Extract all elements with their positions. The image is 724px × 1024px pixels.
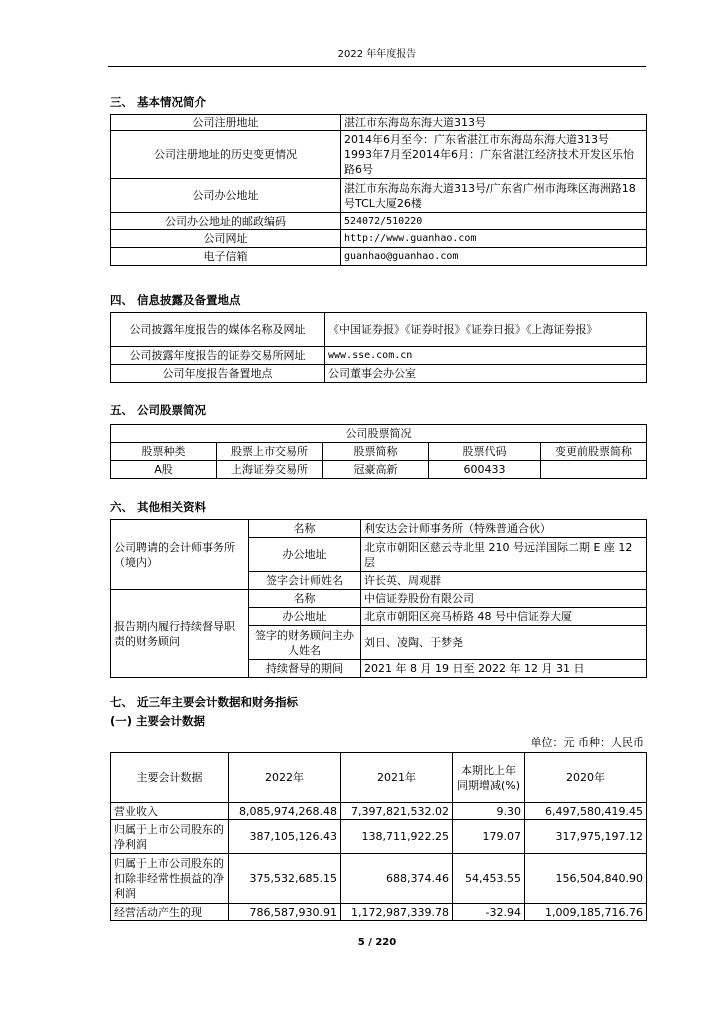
history-line: 2014年6月至今：广东省湛江市东海岛东海大道313号 [344,133,609,146]
row-label: 公司注册地址 [111,115,341,131]
table-cell [541,461,647,479]
row-label: 公司注册地址的历史变更情况 [111,131,341,179]
table-cell: 8,085,974,268.48 [229,803,341,820]
row-label: 公司年度报告备置地点 [111,365,325,383]
section5-heading: 五、 公司股票简况 [110,403,207,417]
table-row [111,425,647,443]
table-cell: 688,374.46 [341,854,453,904]
row-label: 名称 [249,520,361,538]
table-row [111,213,647,230]
column-header: 股票种类 [111,443,217,461]
table-row [111,590,647,608]
table-cell: 6,497,580,419.45 [525,803,647,820]
table-row [111,365,647,383]
financial-data-table [110,752,647,921]
table-cell: 1,009,185,716.76 [525,904,647,921]
table-cell: 1,172,987,339.78 [341,904,453,921]
section6-heading: 六、 其他相关资料 [110,500,207,514]
table-row [111,131,647,179]
table-cell: 冠豪高新 [323,461,429,479]
row-label: 持续督导的期间 [249,660,361,678]
table-cell: 54,453.55 [453,854,525,904]
table-row [111,461,647,479]
row-value: 公司董事会办公室 [325,365,647,383]
email-link[interactable]: guanhao@guanhao.com [341,248,647,266]
column-header: 主要会计数据 [111,753,229,803]
row-label: 公司办公地址的邮政编码 [111,213,341,230]
table-cell: 179.07 [453,820,525,854]
table-row [111,179,647,213]
history-line: 1993年7月至2014年6月：广东省湛江经济技术开发区乐怡路6号 [344,148,634,176]
row-value: 利安达会计师事务所（特殊普通合伙） [361,520,647,538]
table-caption: 公司股票简况 [111,425,647,443]
basic-info-table [110,114,647,266]
table-row [111,520,647,538]
table-cell: 上海证券交易所 [217,461,323,479]
stock-table [110,424,647,479]
page-header: 2022 年年度报告 [337,49,417,60]
section7-subheading: (一) 主要会计数据 [110,714,206,728]
row-value: 湛江市东海岛东海大道313号 [341,115,647,131]
column-header: 股票代码 [429,443,541,461]
row-label: 公司披露年度报告的媒体名称及网址 [111,313,325,347]
section4-heading: 四、 信息披露及备置地点 [110,293,241,307]
row-label: 电子信箱 [111,248,341,266]
group-label: 公司聘请的会计师事务所（境内） [111,520,249,590]
row-label: 名称 [249,590,361,608]
table-header-row [111,443,647,461]
exchange-link[interactable]: www.sse.com.cn [325,347,647,365]
row-label: 公司办公地址 [111,179,341,213]
table-row [111,313,647,347]
row-value: 刘日、凌陶、于梦尧 [361,626,647,660]
column-header: 2021年 [341,753,453,803]
row-label: 公司网址 [111,230,341,248]
row-value: 524072/510220 [341,213,647,230]
column-header: 股票简称 [323,443,429,461]
row-value: 许长英、周观群 [361,572,647,590]
table-cell: 317,975,197.12 [525,820,647,854]
section3-heading: 三、 基本情况简介 [110,95,207,109]
table-row [111,803,647,820]
table-cell: 营业收入 [111,803,229,820]
table-cell: 7,397,821,532.02 [341,803,453,820]
table-cell: 156,504,840.90 [525,854,647,904]
unit-note: 单位：元 币种：人民币 [530,736,644,749]
row-label: 办公地址 [249,608,361,626]
section7-heading: 七、 近三年主要会计数据和财务指标 [110,695,299,709]
table-cell: 375,532,685.15 [229,854,341,904]
row-label: 公司披露年度报告的证券交易所网址 [111,347,325,365]
table-cell: A股 [111,461,217,479]
table-cell: 经营活动产生的现 [111,904,229,921]
row-label: 签字会计师姓名 [249,572,361,590]
page-number: 5 / 220 [357,937,397,948]
table-cell: 387,105,126.43 [229,820,341,854]
table-cell: 600433 [429,461,541,479]
table-row [111,854,647,904]
row-value [341,131,647,179]
column-header: 股票上市交易所 [217,443,323,461]
table-cell: 138,711,922.25 [341,820,453,854]
row-value: 北京市朝阳区亮马桥路 48 号中信证券大厦 [361,608,647,626]
table-row [111,230,647,248]
row-value: 湛江市东海岛东海大道313号/广东省广州市海珠区海洲路18号TCL大厦26楼 [341,179,647,213]
table-row [111,820,647,854]
column-header: 变更前股票简称 [541,443,647,461]
row-value: 《中国证券报》《证券时报》《证券日报》《上海证券报》 [325,313,647,347]
other-info-table [110,519,647,678]
table-cell: 归属于上市公司股东的扣除非经常性损益的净利润 [111,854,229,904]
table-cell: 归属于上市公司股东的净利润 [111,820,229,854]
row-label: 办公地址 [249,538,361,572]
table-row [111,248,647,266]
table-cell: 786,587,930.91 [229,904,341,921]
table-row [111,347,647,365]
column-header: 2020年 [525,753,647,803]
table-cell: 9.30 [453,803,525,820]
table-row [111,904,647,921]
row-value: 北京市朝阳区慈云寺北里 210 号远洋国际二期 E 座 12 层 [361,538,647,572]
header-divider [108,66,646,67]
table-row [111,115,647,131]
disclosure-table [110,312,647,383]
row-value: 中信证券股份有限公司 [361,590,647,608]
column-header: 本期比上年同期增减(%) [453,753,525,803]
group-label: 报告期内履行持续督导职责的财务顾问 [111,590,249,678]
row-label: 签字的财务顾问主办人姓名 [249,626,361,660]
table-cell: -32.94 [453,904,525,921]
website-link[interactable]: http://www.guanhao.com [341,230,647,248]
row-value: 2021 年 8 月 19 日至 2022 年 12 月 31 日 [361,660,647,678]
column-header: 2022年 [229,753,341,803]
table-header-row [111,753,647,803]
